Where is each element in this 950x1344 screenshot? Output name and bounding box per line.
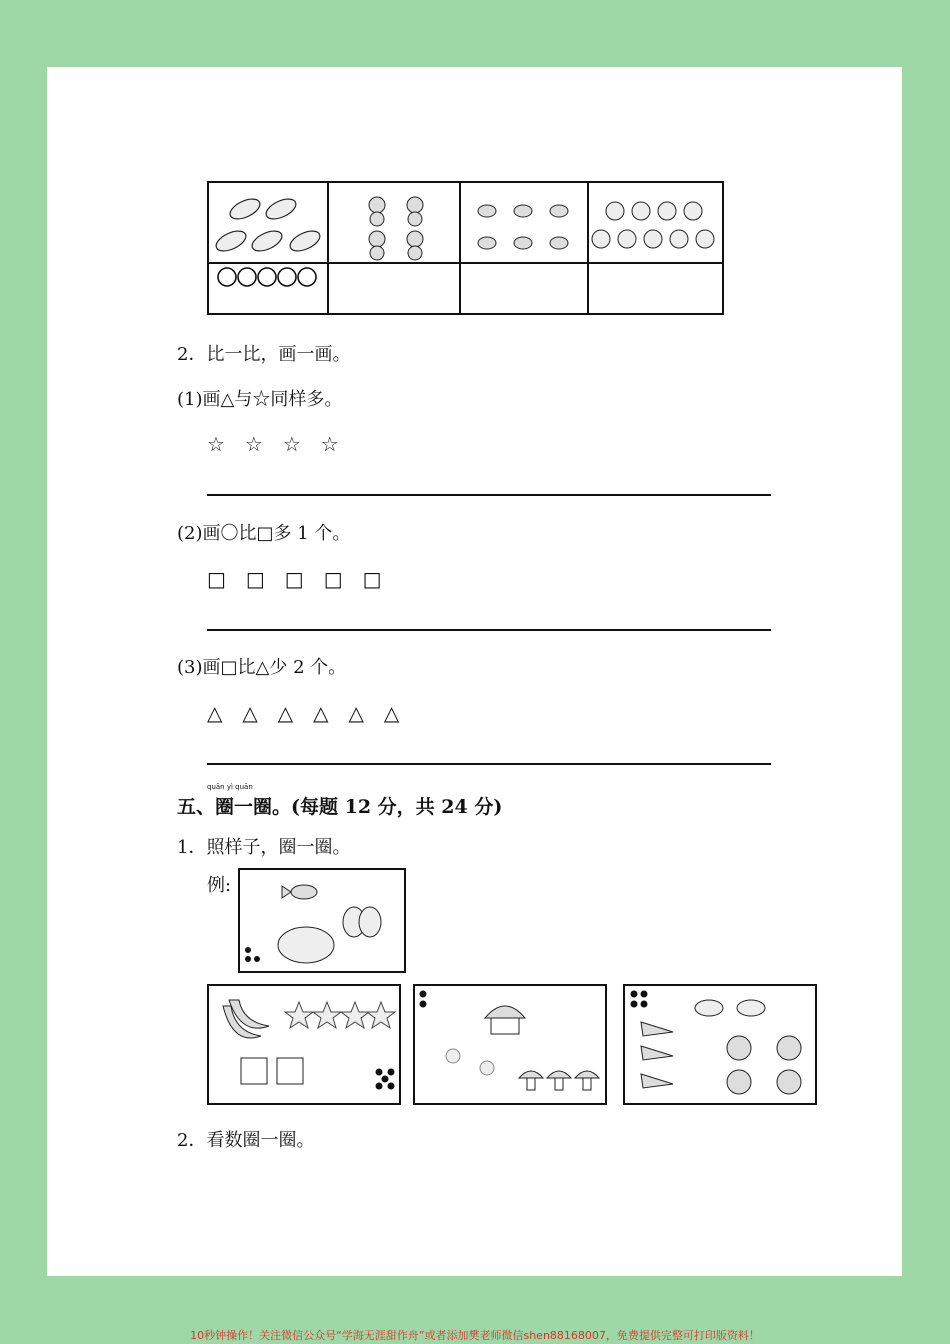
star-icons — [285, 1002, 395, 1028]
monkey-icons — [369, 197, 423, 260]
question-5-1: 1．照样子，圈一圈。 — [177, 837, 351, 858]
leaf-icons — [213, 195, 323, 255]
example-box — [238, 868, 406, 973]
mushroom-house-icon — [485, 1006, 525, 1034]
deer-icons — [478, 205, 568, 249]
pear-icon — [343, 907, 381, 937]
footer-note: 10秒钟操作！关注微信公众号“学海无涯甜作舟”或者添加樊老师微信shen88168007，免费提供完整可打印版资料！ — [190, 1329, 760, 1342]
question-2-2: (2)画〇比□多 1 个。 — [177, 523, 351, 544]
box-2-pictures — [415, 986, 605, 1103]
answer-circles — [218, 268, 316, 286]
fish-icon — [282, 885, 317, 899]
answer-line-2[interactable] — [207, 629, 771, 631]
answer-line-3[interactable] — [207, 763, 771, 765]
cube-icons — [241, 1058, 303, 1084]
mushroom-icons — [519, 1071, 599, 1090]
box-1-pictures — [209, 986, 399, 1103]
squares-row: □ □ □ □ □ — [207, 567, 382, 591]
section-5-title: 五、圈一圈。(每题 12 分，共 24 分) — [177, 796, 503, 818]
carrot-icons — [641, 1022, 673, 1088]
example-label: 例: — [207, 875, 232, 896]
melon-icon — [278, 927, 334, 963]
banana-icon — [223, 1000, 269, 1038]
crab-icons — [695, 1000, 765, 1016]
box-3-pictures — [625, 986, 815, 1103]
ladybug-icons — [446, 1049, 494, 1075]
counting-table — [207, 181, 724, 315]
circle-box-3[interactable] — [623, 984, 817, 1105]
peach-icons — [592, 202, 714, 248]
example-pictures — [240, 870, 404, 971]
table-pictures — [209, 183, 724, 315]
question-2-title: 2．比一比，画一画。 — [177, 344, 351, 365]
circle-box-1[interactable] — [207, 984, 401, 1105]
question-2-3: (3)画□比△少 2 个。 — [177, 657, 347, 678]
pinyin-annotation: quān yì quān — [207, 783, 253, 791]
stars-row: ☆ ☆ ☆ ☆ — [207, 432, 339, 456]
answer-line-1[interactable] — [207, 494, 771, 496]
question-5-2: 2．看数圈一圈。 — [177, 1130, 315, 1151]
circle-box-2[interactable] — [413, 984, 607, 1105]
triangles-row: △ △ △ △ △ △ — [207, 701, 400, 725]
question-2-1: (1)画△与☆同样多。 — [177, 389, 343, 410]
peach-icons — [727, 1036, 801, 1094]
dice-dots — [376, 1069, 395, 1090]
